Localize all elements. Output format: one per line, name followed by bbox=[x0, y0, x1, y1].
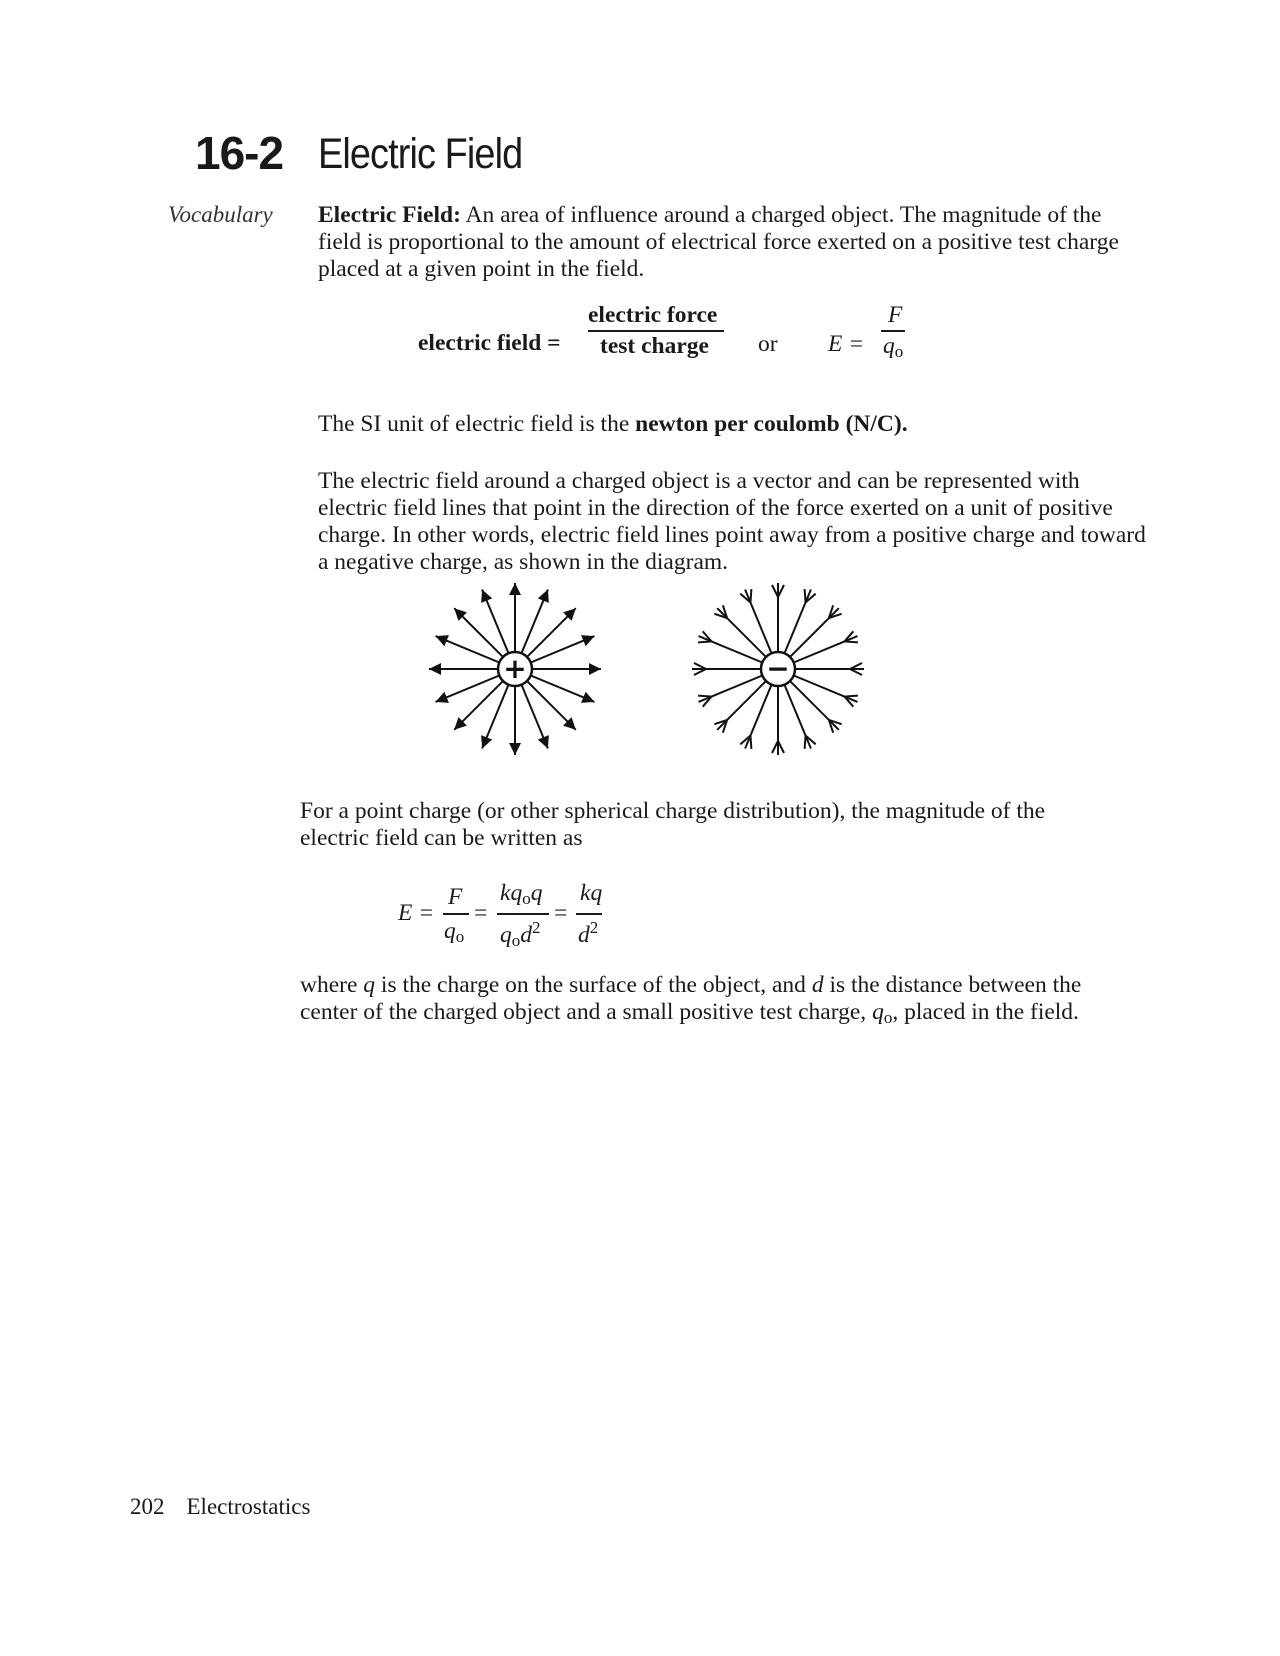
field-line bbox=[699, 676, 763, 702]
formula-symbol-f: F bbox=[888, 302, 903, 328]
formula2-q0: $q_o$ bbox=[444, 918, 465, 946]
charge-symbol: + bbox=[503, 652, 527, 685]
positive-charge-field bbox=[429, 583, 601, 755]
page-footer bbox=[130, 1494, 310, 1520]
field-line bbox=[794, 676, 858, 702]
field-line bbox=[745, 590, 771, 654]
field-line bbox=[794, 636, 858, 662]
fraction-bar bbox=[588, 330, 724, 332]
chapter-name: Electrostatics bbox=[186, 1494, 311, 1519]
fraction-bar bbox=[881, 330, 905, 332]
charge-symbol: − bbox=[766, 652, 790, 685]
formula2-e: E = bbox=[398, 900, 435, 926]
formula-electric-field-label: electric field = bbox=[418, 330, 561, 356]
formula-or: or bbox=[758, 331, 778, 357]
field-line bbox=[790, 608, 839, 657]
formula2-equals: = bbox=[554, 900, 568, 926]
section-number: 16-2 bbox=[195, 127, 284, 179]
page-number: 202 bbox=[130, 1494, 165, 1519]
si-unit-bold: newton per coulomb (N/C). bbox=[635, 411, 908, 437]
vocabulary-label: Vocabulary bbox=[168, 202, 273, 227]
formula-symbol-e: E = bbox=[828, 331, 865, 357]
fraction-bar bbox=[443, 913, 469, 915]
field-line bbox=[717, 681, 766, 730]
arrowhead bbox=[429, 663, 441, 675]
si-unit-text: The SI unit of electric field is the bbox=[318, 411, 636, 437]
negative-charge-field bbox=[692, 583, 864, 755]
where-paragraph: where q is the charge on the surface of the object, and d is the distance between the center of the charged object and a small positive test charge, $q_o$, placed in the field. bbox=[300, 972, 1082, 1027]
fraction-bar bbox=[576, 913, 602, 915]
formula-numerator: electric force bbox=[588, 302, 718, 328]
definition-paragraph bbox=[318, 202, 1138, 283]
field-lines-paragraph: The electric field around a charged object is a vector and can be represented with electric field lines that point in the direction of the force exerted on a unit of positive charge. In other words, electric field lines point away from a positive charge and toward a negative charge, as shown in the diagram. bbox=[318, 468, 1146, 575]
field-line bbox=[785, 590, 811, 654]
field-lines-diagram bbox=[400, 580, 900, 760]
formula2-q0d2: $q_od^2$ bbox=[500, 918, 541, 950]
arrowhead bbox=[509, 743, 521, 755]
formula2-kq0q: $kq_oq$ bbox=[500, 880, 543, 908]
si-unit-paragraph bbox=[318, 411, 1138, 438]
formula-symbol-q0: $q_o$ bbox=[883, 333, 904, 361]
arrowhead bbox=[509, 583, 521, 595]
field-line bbox=[717, 608, 766, 657]
definition-text: An area of influence around a charged object. The magnitude of the field is proportional to the amount of electrical force exerted on a positive test charge placed at a given point in the field. bbox=[318, 202, 1119, 282]
definition-term: Electric Field: bbox=[318, 202, 461, 228]
formula2-d2: $d^2$ bbox=[578, 918, 599, 948]
formula-denominator: test charge bbox=[600, 333, 709, 359]
arrowhead bbox=[589, 663, 601, 675]
point-charge-paragraph: For a point charge (or other spherical charge distribution), the magnitude of the electric field can be written as bbox=[300, 798, 1046, 851]
formula2-equals: = bbox=[474, 900, 488, 926]
formula2-f: F bbox=[448, 884, 463, 910]
field-line bbox=[699, 636, 763, 662]
fraction-bar bbox=[497, 913, 549, 915]
field-line bbox=[790, 681, 839, 730]
section-title: Electric Field bbox=[318, 130, 523, 178]
formula2-kq: kq bbox=[580, 880, 603, 906]
field-line bbox=[785, 685, 811, 749]
field-line bbox=[745, 685, 771, 749]
